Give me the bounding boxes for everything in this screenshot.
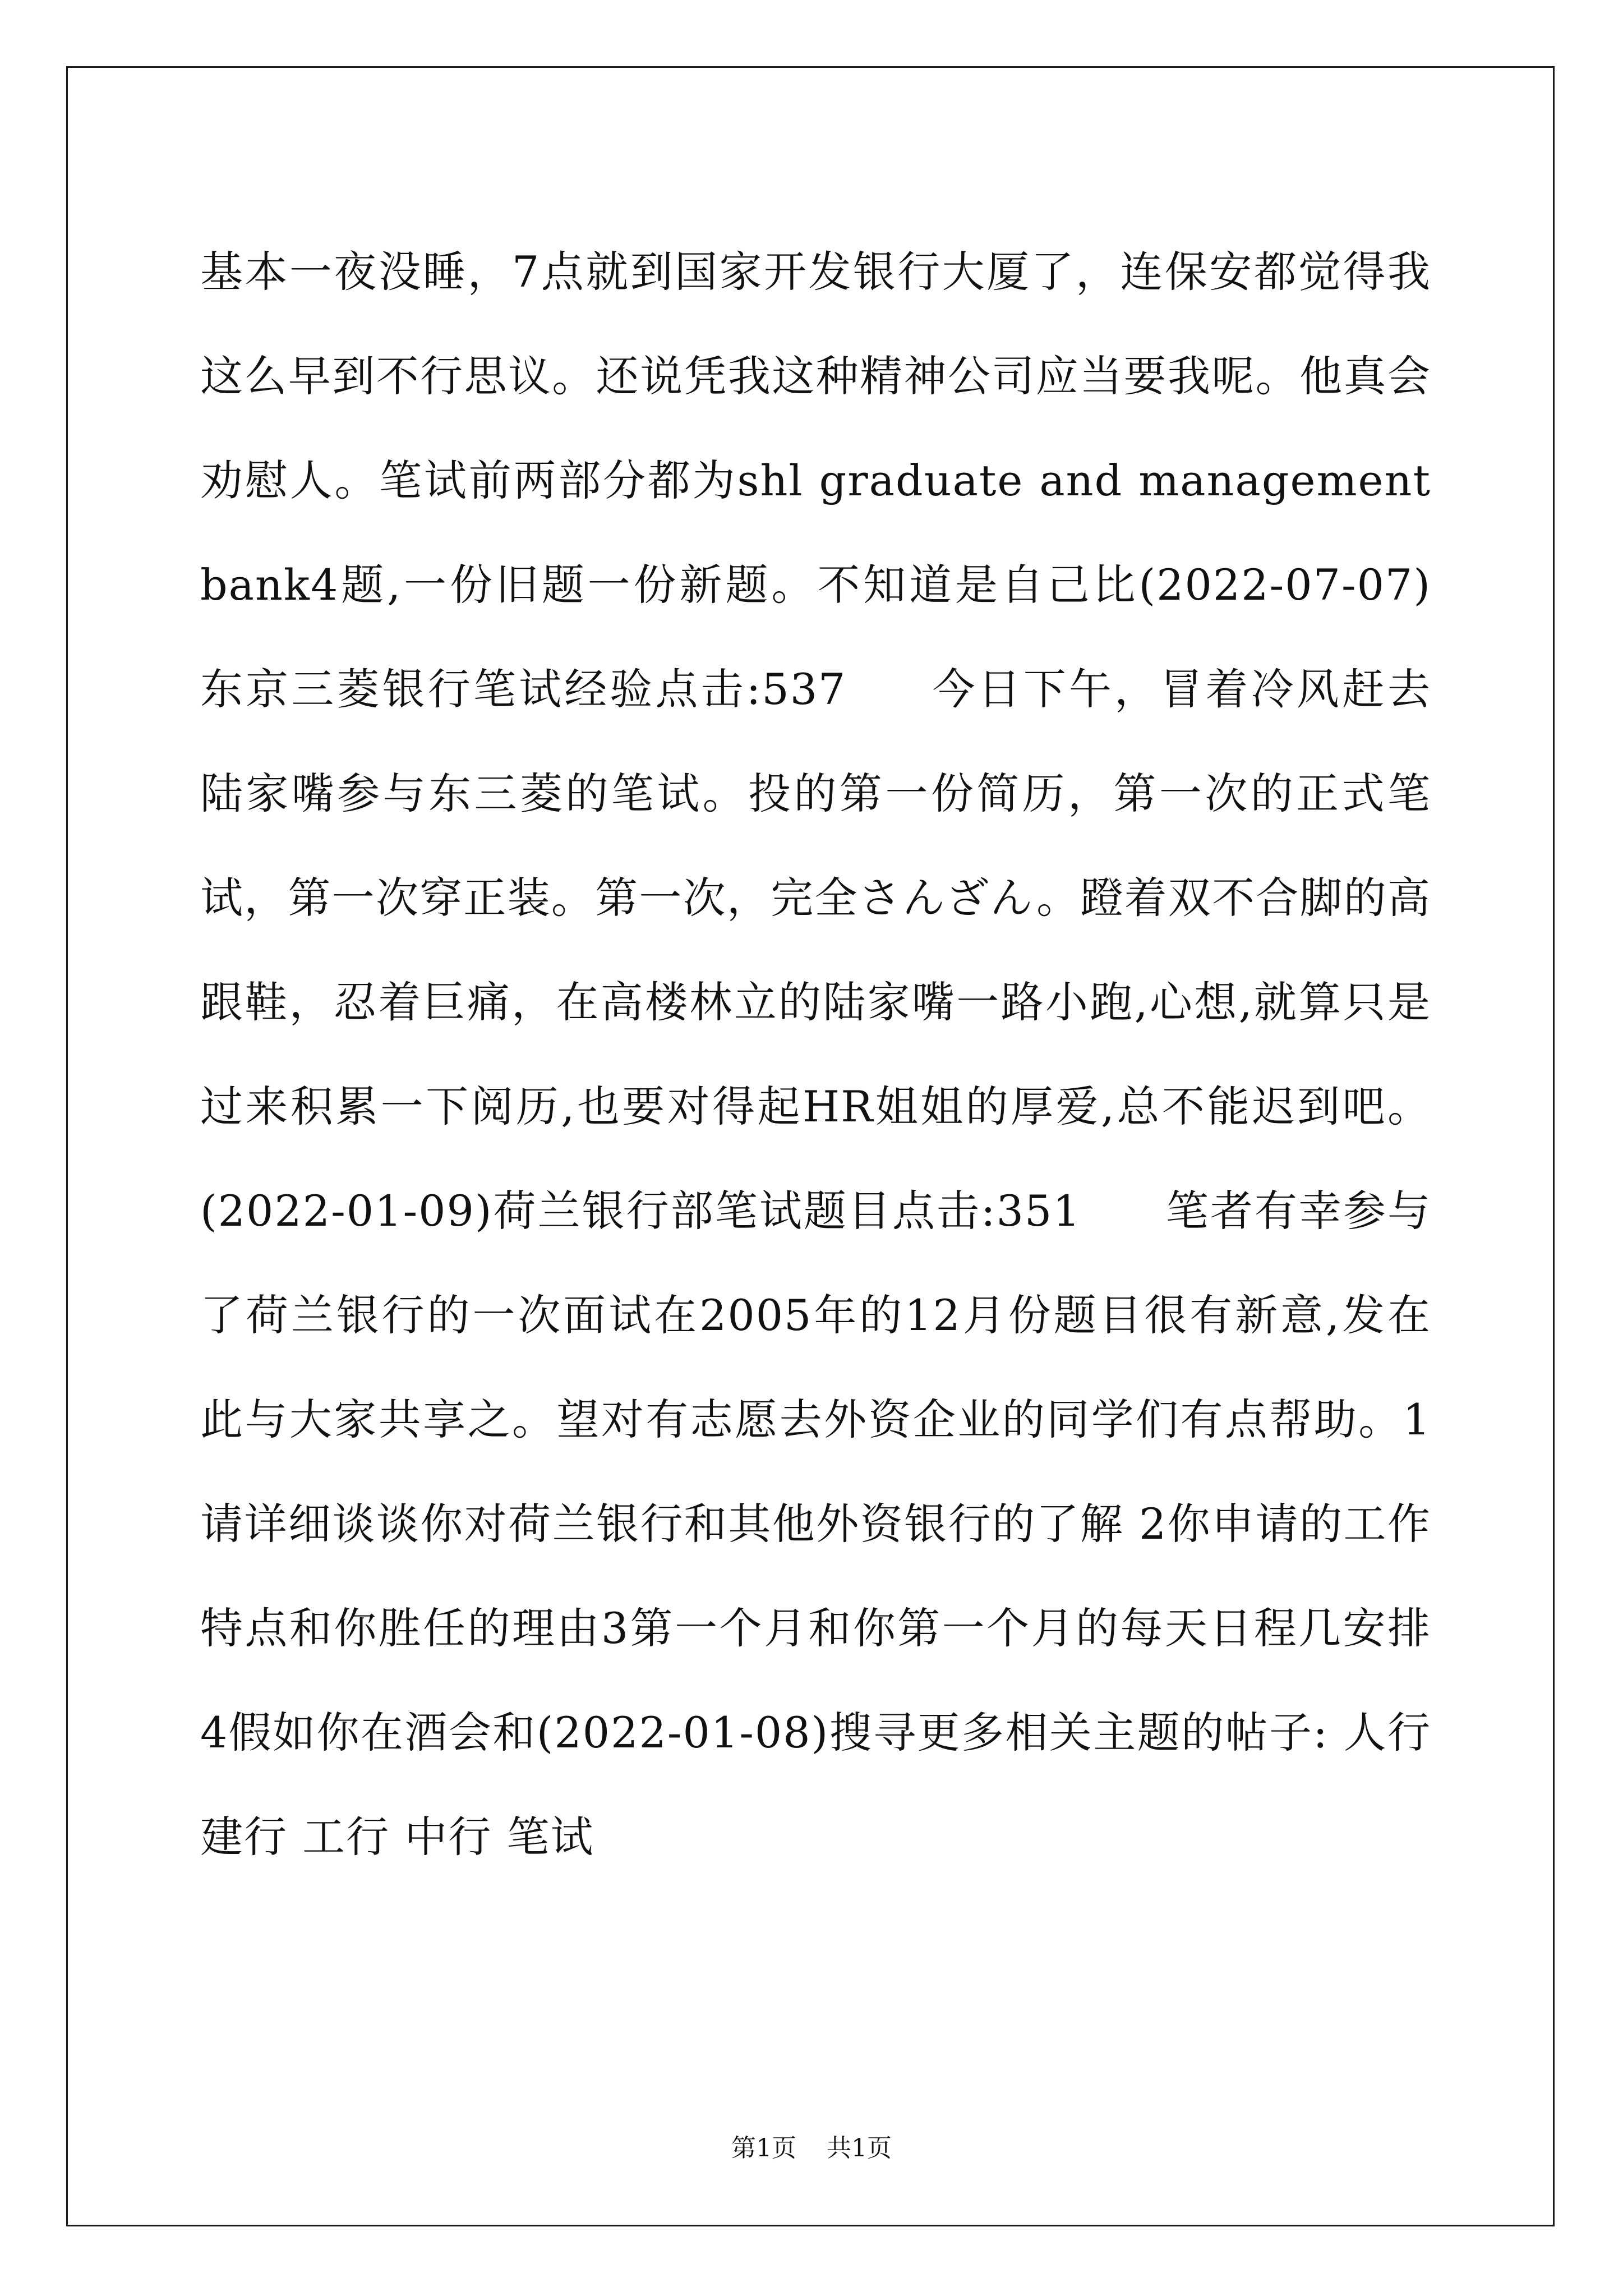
body-text-segment-3: 笔者有幸参与了荷兰银行的一次面试在2005年的12月份题目很有新意,发在此与大家共享之。望对有志愿去外资企业的同学们有点帮助。1请详细谈谈你对荷兰银行和其他外资银行的了解 2你申请的工作特点和你胜任的理由3第一个月和你第一个月的每天日程几安排 4假如你在酒会和(2022-01-08)搜寻更多相关主题的帖子: 人行 建行 工行 中行 笔试 [200,1186,1431,1862]
body-text [200,220,1431,1889]
page-total: 共1页 [827,2134,892,2162]
page-footer [0,2132,1623,2165]
page-number: 第1页 [731,2134,796,2162]
body-text-segment-1: 基本一夜没睡，7点就到国家开发银行大厦了，连保安都觉得我这么早到不行思议。还说凭我这种精神公司应当要我呢。他真会劝慰人。笔试前两部分都为shl graduate and managementbank4题,一份旧题一份新题。不知道是自己比(2022-07-07)东京三菱银行笔试经验点击:537 [200,247,1431,714]
body-text-segment-2: 今日下午，冒着冷风赶去陆家嘴参与东三菱的笔试。投的第一份简历，第一次的正式笔试，第一次穿正装。第一次，完全さんざん。蹬着双不合脚的高跟鞋，忍着巨痛，在高楼林立的陆家嘴一路小跑,心想,就算只是过来积累一下阅历,也要对得起HR姐姐的厚爱,总不能迟到吧。(2022-01-09)荷兰银行部笔试题目点击:351 [200,664,1431,1236]
